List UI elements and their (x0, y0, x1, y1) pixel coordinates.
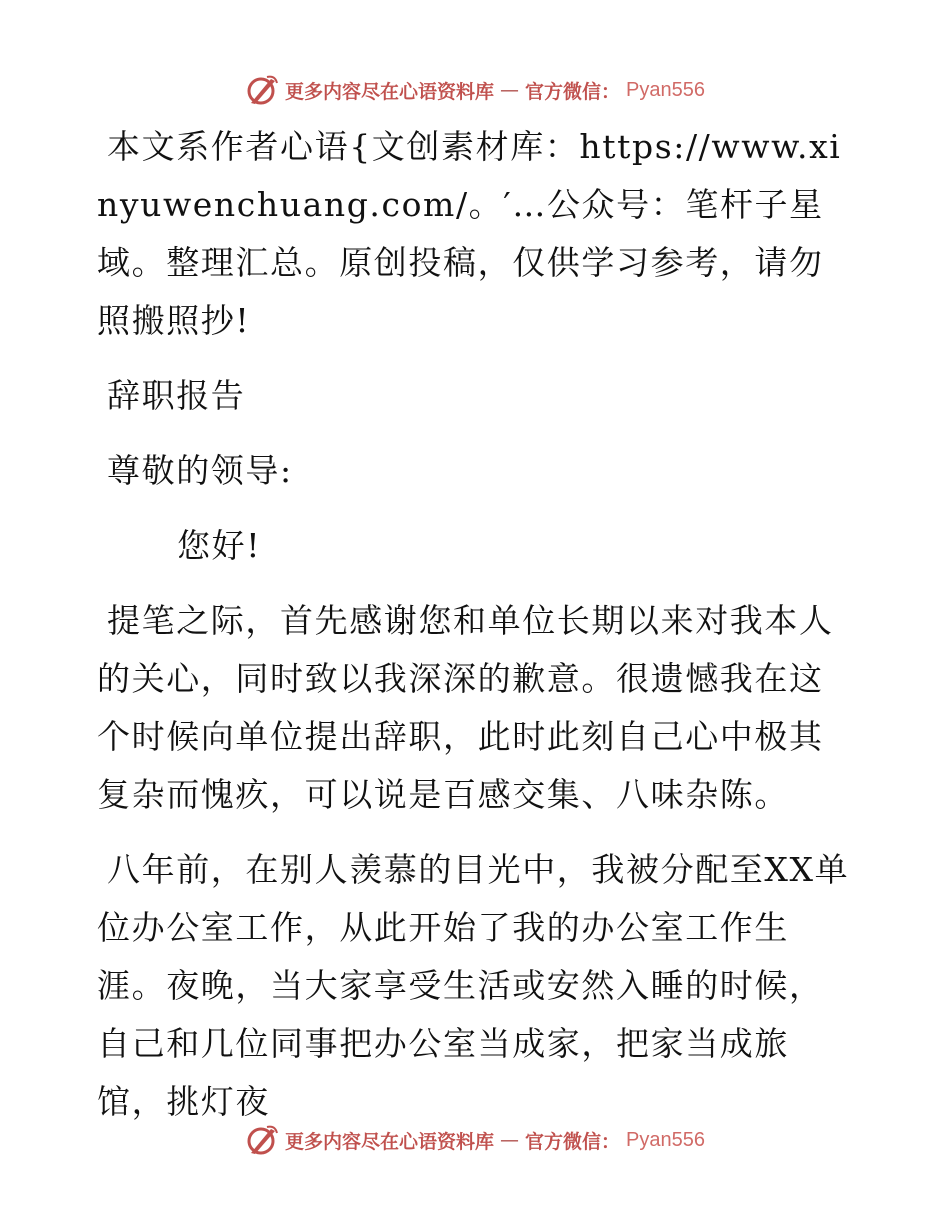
quill-pen-logo-icon (245, 1123, 279, 1157)
salutation: 尊敬的领导: (107, 451, 293, 490)
watermark-brand-text: 更多内容尽在心语资料库 (285, 80, 495, 103)
greeting: 您好! (177, 526, 262, 565)
quill-pen-logo-icon (245, 73, 279, 107)
watermark-separator: — (500, 1129, 520, 1151)
watermark-brand-text: 更多内容尽在心语资料库 (285, 1130, 495, 1153)
body-paragraph-2: 八年前，在别人羡慕的目光中，我被分配至XX单位办公室工作，从此开始了我的办公室工作生涯。夜晚，当大家享受生活或安然入睡的时候，自己和几位同事把办公室当成家，把家当成旅馆，挑灯夜 (97, 850, 850, 1121)
watermark-wechat-id: Pyan556 (626, 78, 705, 101)
body-paragraph-1: 提笔之际，首先感谢您和单位长期以来对我本人的关心，同时致以我深深的歉意。很遗憾我在这个时候向单位提出辞职，此时此刻自己心中极其复杂而愧疚，可以说是百感交集、八味杂陈。 (97, 601, 834, 814)
watermark-separator: — (500, 79, 520, 101)
document-title: 辞职报告 (107, 376, 246, 415)
watermark-wechat-id: Pyan556 (626, 1128, 705, 1151)
watermark-official-label: 官方微信： (525, 1130, 621, 1153)
watermark-official-label: 官方微信： (525, 80, 621, 103)
watermark-group (245, 73, 705, 107)
intro-paragraph: 本文系作者心语{文创素材库：https://www.xinyuwenchuang.com/。′…公众号：笔杆子星域。整理汇总。原创投稿，仅供学习参考，请勿照搬照抄! (97, 127, 842, 340)
header-watermark (0, 70, 950, 110)
footer-watermark (0, 1120, 950, 1160)
document-body (97, 118, 857, 1148)
watermark-group (245, 1123, 705, 1157)
